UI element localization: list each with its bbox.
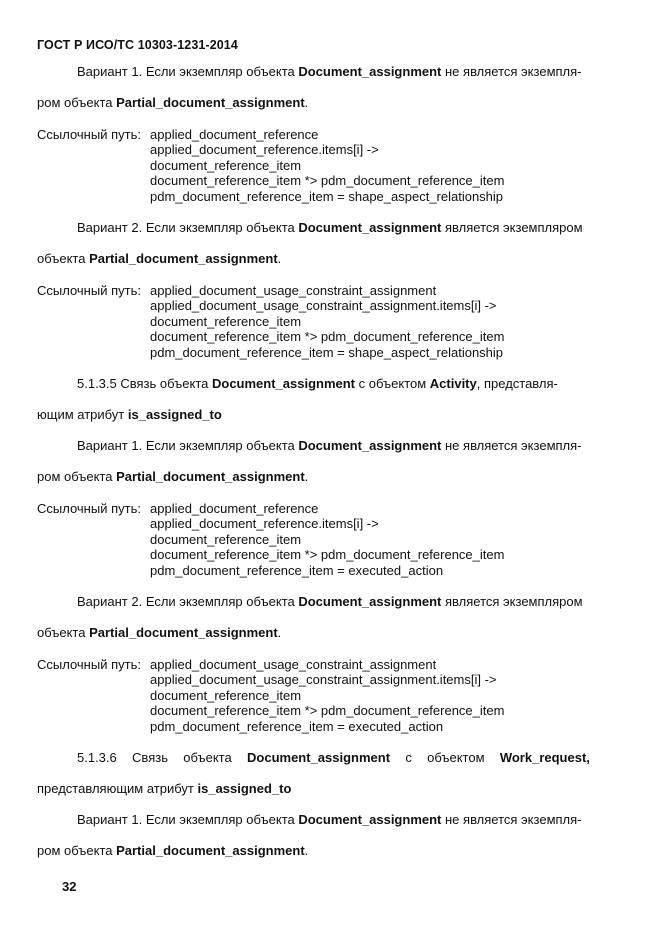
text-run: с объектом: [355, 376, 430, 391]
reference-path-lines: [150, 657, 504, 734]
paragraph-section-5-1-3-6: [37, 742, 590, 804]
reference-path-label: Ссылочный путь:: [37, 283, 141, 298]
reference-path-line: document_reference_item *> pdm_document_reference_item: [150, 547, 505, 563]
entity-name: Document_assignment: [247, 750, 391, 765]
text-run: Вариант 2. Если экземпляр объекта: [77, 594, 299, 609]
reference-path-line: applied_document_usage_constraint_assignment.items[i] ->: [150, 672, 497, 688]
entity-name: Activity: [429, 376, 477, 391]
text-run: .: [304, 843, 309, 858]
reference-path-line: applied_document_reference: [150, 501, 319, 516]
page-header: ГОСТ Р ИСО/ТС 10303-1231-2014: [37, 38, 238, 52]
reference-path-line: document_reference_item *> pdm_document_reference_item: [150, 173, 505, 189]
entity-name: Document_assignment: [298, 812, 442, 827]
reference-path-line: pdm_document_reference_item = executed_action: [150, 562, 444, 578]
text-run: не является экземпля-: [441, 438, 582, 453]
text-run: .: [304, 469, 309, 484]
reference-path-line: pdm_document_reference_item = executed_action: [150, 718, 444, 734]
text-run: ром объекта: [37, 95, 117, 110]
text-run: объекта: [183, 750, 232, 765]
text-run: 5.1.3.5 Связь объекта: [77, 376, 212, 391]
text-run: .: [277, 625, 282, 640]
text-run: 5.1.3.6: [77, 750, 117, 765]
attribute-name: is_assigned_to: [197, 781, 292, 796]
text-run: не является экземпля-: [441, 64, 582, 79]
section-heading-line: [37, 742, 590, 773]
reference-path-line: pdm_document_reference_item = shape_aspect_relationship: [150, 344, 504, 360]
entity-name: Document_assignment: [298, 438, 442, 453]
reference-path-line: applied_document_usage_constraint_assignment: [150, 283, 437, 298]
text-run: , представля-: [476, 376, 558, 391]
paragraph-variant-2: [37, 586, 590, 648]
reference-path-line: document_reference_item: [150, 157, 302, 173]
text-run: объекта: [37, 625, 90, 640]
entity-name: Partial_document_assignment: [89, 625, 278, 640]
text-run: объекта: [37, 251, 90, 266]
entity-name: Work_request,: [499, 750, 590, 765]
text-run: Вариант 2. Если экземпляр объекта: [77, 220, 299, 235]
reference-path-line: document_reference_item: [150, 531, 302, 547]
text-run: Вариант 1. Если экземпляр объекта: [77, 438, 299, 453]
paragraph-variant-1: [37, 430, 590, 492]
text-run: представляющим атрибут: [37, 781, 198, 796]
paragraph-variant-1: [37, 56, 590, 118]
entity-name: Partial_document_assignment: [116, 95, 305, 110]
reference-path-lines: [150, 501, 504, 578]
text-run: Связь: [132, 750, 168, 765]
text-run: не является экземпля-: [441, 812, 582, 827]
reference-path-line: document_reference_item: [150, 313, 302, 329]
text-run: объектом: [427, 750, 485, 765]
entity-name: Document_assignment: [211, 376, 356, 391]
reference-path-lines: [150, 127, 504, 204]
attribute-name: is_assigned_to: [127, 407, 222, 422]
entity-name: Partial_document_assignment: [89, 251, 278, 266]
text-run: ром объекта: [37, 843, 117, 858]
text-run: с: [405, 750, 412, 765]
reference-path-line: document_reference_item: [150, 687, 302, 703]
reference-path-line: applied_document_usage_constraint_assignment: [150, 657, 437, 672]
page-number: 32: [62, 879, 77, 894]
text-run: .: [277, 251, 282, 266]
paragraph-variant-2: [37, 212, 590, 274]
reference-path-line: document_reference_item *> pdm_document_reference_item: [150, 703, 505, 719]
entity-name: Document_assignment: [298, 220, 442, 235]
text-run: Вариант 1. Если экземпляр объекта: [77, 812, 299, 827]
entity-name: Partial_document_assignment: [116, 469, 305, 484]
entity-name: Document_assignment: [298, 594, 442, 609]
text-run: Вариант 1. Если экземпляр объекта: [77, 64, 299, 79]
reference-path-label: Ссылочный путь:: [37, 501, 141, 516]
reference-path-line: applied_document_usage_constraint_assignment.items[i] ->: [150, 298, 497, 314]
reference-path-lines: [150, 283, 504, 360]
text-run: .: [304, 95, 309, 110]
reference-path-label: Ссылочный путь:: [37, 657, 141, 672]
reference-path-line: applied_document_reference: [150, 127, 319, 142]
paragraph-section-5-1-3-5: [37, 368, 590, 430]
text-run: ром объекта: [37, 469, 117, 484]
entity-name: Document_assignment: [298, 64, 442, 79]
reference-path-line: pdm_document_reference_item = shape_aspect_relationship: [150, 188, 504, 204]
reference-path-line: applied_document_reference.items[i] ->: [150, 516, 379, 532]
text-run: является экземпляром: [441, 220, 583, 235]
entity-name: Partial_document_assignment: [116, 843, 305, 858]
section-heading-line: [37, 773, 590, 804]
entity-name-text: Work_request: [499, 750, 587, 765]
paragraph-variant-1: [37, 804, 590, 866]
text-run: является экземпляром: [441, 594, 583, 609]
reference-path-line: applied_document_reference.items[i] ->: [150, 142, 379, 158]
reference-path-label: Ссылочный путь:: [37, 127, 141, 142]
text-run: ющим атрибут: [37, 407, 128, 422]
reference-path-line: document_reference_item *> pdm_document_reference_item: [150, 329, 505, 345]
